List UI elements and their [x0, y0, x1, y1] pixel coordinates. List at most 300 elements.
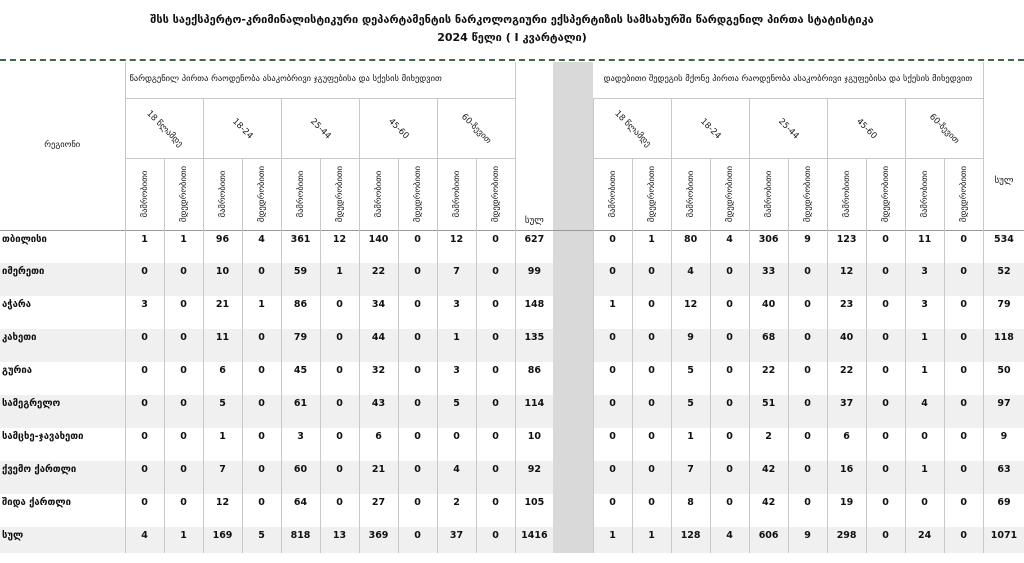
submitted-total-header-label: სულ	[524, 215, 544, 226]
positive-value-cell: 298	[827, 527, 866, 553]
positive-total-cell: 1071	[983, 527, 1024, 553]
submitted-age-label: 45-60	[385, 116, 411, 141]
positive-sex-header	[788, 158, 827, 230]
positive-value-cell: 0	[944, 527, 983, 553]
region-cell: სულ	[0, 527, 125, 553]
positive-value-cell: 0	[866, 461, 905, 494]
title-divider	[0, 59, 1024, 61]
submitted-sex-header	[164, 158, 203, 230]
positive-value-cell: 4	[710, 527, 749, 553]
positive-sex-label: მდედრობითი	[724, 165, 735, 223]
positive-age-label: 18 წლამდე	[611, 108, 653, 149]
submitted-value-cell: 0	[164, 296, 203, 329]
submitted-value-cell: 0	[320, 362, 359, 395]
submitted-age-header	[203, 98, 281, 158]
table-row	[0, 362, 1024, 395]
positive-value-cell: 0	[788, 362, 827, 395]
table-row	[0, 395, 1024, 428]
positive-value-cell: 19	[827, 494, 866, 527]
submitted-value-cell: 0	[398, 296, 437, 329]
table-row	[0, 527, 1024, 553]
positive-value-cell: 0	[593, 461, 632, 494]
submitted-sex-label: მდედრობითი	[178, 165, 189, 223]
positive-value-cell: 0	[866, 329, 905, 362]
submitted-value-cell: 0	[164, 461, 203, 494]
positive-value-cell: 8	[671, 494, 710, 527]
positive-sex-header	[905, 158, 944, 230]
column-separator	[553, 263, 593, 296]
submitted-age-header	[281, 98, 359, 158]
positive-age-header	[905, 98, 983, 158]
positive-value-cell: 0	[710, 329, 749, 362]
positive-total-cell: 52	[983, 263, 1024, 296]
submitted-value-cell: 27	[359, 494, 398, 527]
submitted-total-cell: 92	[515, 461, 553, 494]
positive-value-cell: 7	[671, 461, 710, 494]
submitted-total-cell: 99	[515, 263, 553, 296]
positive-value-cell: 0	[905, 494, 944, 527]
positive-value-cell: 0	[632, 296, 671, 329]
positive-sex-header	[749, 158, 788, 230]
submitted-value-cell: 169	[203, 527, 242, 553]
submitted-value-cell: 0	[242, 494, 281, 527]
positive-value-cell: 1	[632, 230, 671, 263]
submitted-value-cell: 0	[242, 329, 281, 362]
positive-value-cell: 0	[632, 362, 671, 395]
positive-value-cell: 68	[749, 329, 788, 362]
submitted-value-cell: 1	[203, 428, 242, 461]
region-cell: გურია	[2, 365, 32, 376]
positive-value-cell: 0	[866, 230, 905, 263]
positive-sex-header	[827, 158, 866, 230]
submitted-value-cell: 0	[242, 461, 281, 494]
positive-value-cell: 0	[632, 428, 671, 461]
positive-value-cell: 0	[905, 428, 944, 461]
submitted-age-label: 60-ზევით	[459, 111, 494, 146]
submitted-value-cell: 0	[125, 428, 164, 461]
positive-value-cell: 1	[905, 329, 944, 362]
positive-sex-label: მდედრობითი	[880, 165, 891, 223]
positive-sex-header	[866, 158, 905, 230]
submitted-value-cell: 1	[125, 230, 164, 263]
submitted-value-cell: 0	[164, 263, 203, 296]
positive-age-label: 45-60	[853, 116, 879, 141]
positive-sex-label: მამრობითი	[763, 170, 774, 218]
positive-total-cell: 118	[983, 329, 1024, 362]
submitted-value-cell: 818	[281, 527, 320, 553]
positive-value-cell: 5	[671, 362, 710, 395]
positive-value-cell: 0	[788, 461, 827, 494]
positive-total-cell: 534	[983, 230, 1024, 263]
submitted-sex-header	[437, 158, 476, 230]
positive-value-cell: 123	[827, 230, 866, 263]
submitted-value-cell: 0	[164, 362, 203, 395]
column-separator	[553, 296, 593, 329]
submitted-value-cell: 79	[281, 329, 320, 362]
positive-value-cell: 37	[827, 395, 866, 428]
positive-value-cell: 9	[788, 527, 827, 553]
positive-total-header-label: სულ	[994, 175, 1014, 186]
positive-value-cell: 40	[827, 329, 866, 362]
positive-value-cell: 0	[944, 395, 983, 428]
submitted-value-cell: 1	[164, 230, 203, 263]
submitted-value-cell: 0	[164, 395, 203, 428]
positive-value-cell: 0	[866, 296, 905, 329]
submitted-total-cell: 1416	[515, 527, 553, 553]
report-title: შსს საექსპერტო-კრიმინალისტიკური დეპარტამენტის ნარკოლოგიური ექსპერტიზის სამსახურში წარდგენილ პირთა სტატისტიკა	[150, 13, 874, 26]
submitted-value-cell: 140	[359, 230, 398, 263]
positive-total-cell: 63	[983, 461, 1024, 494]
submitted-value-cell: 0	[398, 395, 437, 428]
submitted-value-cell: 0	[476, 527, 515, 553]
positive-value-cell: 0	[710, 461, 749, 494]
submitted-value-cell: 5	[242, 527, 281, 553]
column-separator	[553, 62, 593, 230]
submitted-value-cell: 0	[398, 329, 437, 362]
submitted-value-cell: 0	[476, 461, 515, 494]
submitted-value-cell: 0	[398, 494, 437, 527]
region-column-header: რეგიონი	[44, 140, 81, 151]
table-row	[0, 263, 1024, 296]
positive-value-cell: 6	[827, 428, 866, 461]
submitted-value-cell: 37	[437, 527, 476, 553]
positive-sex-header	[671, 158, 710, 230]
submitted-value-cell: 13	[320, 527, 359, 553]
table-row	[0, 296, 1024, 329]
positive-sex-header	[632, 158, 671, 230]
submitted-value-cell: 12	[320, 230, 359, 263]
positive-value-cell: 606	[749, 527, 788, 553]
positive-value-cell: 0	[788, 329, 827, 362]
positive-value-cell: 0	[944, 362, 983, 395]
region-cell: ქვემო ქართლი	[0, 461, 125, 494]
positive-value-cell: 0	[944, 263, 983, 296]
positive-value-cell: 0	[632, 461, 671, 494]
positive-age-header	[671, 98, 749, 158]
positive-value-cell: 4	[905, 395, 944, 428]
positive-value-cell: 24	[905, 527, 944, 553]
submitted-value-cell: 0	[398, 527, 437, 553]
submitted-value-cell: 0	[242, 395, 281, 428]
submitted-sex-header	[359, 158, 398, 230]
column-separator	[553, 527, 593, 553]
positive-value-cell: 0	[866, 362, 905, 395]
submitted-sex-label: მამრობითი	[373, 170, 384, 218]
positive-value-cell: 0	[710, 263, 749, 296]
statistics-table	[0, 62, 1024, 553]
positive-value-cell: 12	[827, 263, 866, 296]
positive-sex-header	[710, 158, 749, 230]
region-cell: თბილისი	[2, 233, 47, 245]
submitted-value-cell: 0	[398, 263, 437, 296]
positive-value-cell: 2	[749, 428, 788, 461]
submitted-value-cell: 7	[203, 461, 242, 494]
positive-value-cell: 0	[944, 461, 983, 494]
positive-total-cell: 79	[983, 296, 1024, 329]
submitted-value-cell: 0	[476, 395, 515, 428]
submitted-value-cell: 0	[476, 494, 515, 527]
positive-value-cell: 1	[671, 428, 710, 461]
positive-value-cell: 0	[632, 494, 671, 527]
positive-total-cell: 50	[983, 362, 1024, 395]
submitted-sex-header	[203, 158, 242, 230]
submitted-total-header	[515, 62, 553, 230]
submitted-value-cell: 0	[398, 230, 437, 263]
region-cell: შიდა ქართლი	[2, 497, 71, 508]
positive-value-cell: 4	[671, 263, 710, 296]
positive-value-cell: 1	[905, 461, 944, 494]
positive-value-cell: 1	[593, 296, 632, 329]
positive-value-cell: 0	[593, 230, 632, 263]
table-row	[0, 428, 1024, 461]
submitted-value-cell: 43	[359, 395, 398, 428]
positive-value-cell: 0	[788, 494, 827, 527]
submitted-value-cell: 21	[203, 296, 242, 329]
submitted-sex-header	[281, 158, 320, 230]
region-cell: სამეგრელო	[0, 395, 125, 428]
positive-value-cell: 22	[827, 362, 866, 395]
positive-age-header	[827, 98, 905, 158]
submitted-value-cell: 0	[320, 428, 359, 461]
submitted-age-label: 25-44	[307, 116, 333, 141]
positive-sex-label: მდედრობითი	[646, 165, 657, 223]
submitted-value-cell: 0	[320, 461, 359, 494]
positive-value-cell: 0	[866, 263, 905, 296]
submitted-value-cell: 12	[203, 494, 242, 527]
positive-value-cell: 1	[593, 527, 632, 553]
positive-value-cell: 42	[749, 494, 788, 527]
positive-age-label: 60-ზევით	[927, 111, 962, 146]
submitted-sex-label: მდედრობითი	[490, 165, 501, 223]
submitted-value-cell: 0	[476, 230, 515, 263]
positive-sex-header	[944, 158, 983, 230]
positive-value-cell: 0	[632, 263, 671, 296]
submitted-value-cell: 0	[398, 428, 437, 461]
submitted-value-cell: 44	[359, 329, 398, 362]
submitted-value-cell: 1	[320, 263, 359, 296]
submitted-value-cell: 5	[437, 395, 476, 428]
submitted-total-cell: 148	[515, 296, 553, 329]
submitted-value-cell: 34	[359, 296, 398, 329]
positive-value-cell: 9	[788, 230, 827, 263]
positive-sex-label: მამრობითი	[919, 170, 930, 218]
positive-sex-label: მამრობითი	[607, 170, 618, 218]
submitted-value-cell: 1	[437, 329, 476, 362]
positive-value-cell: 22	[749, 362, 788, 395]
positive-value-cell: 0	[944, 329, 983, 362]
positive-value-cell: 3	[905, 263, 944, 296]
positive-age-header	[593, 98, 671, 158]
positive-value-cell: 16	[827, 461, 866, 494]
submitted-value-cell: 0	[125, 395, 164, 428]
positive-group-header: დადებითი შედეგის მქონე პირთა რაოდენობა ასაკობრივი ჯგუფებისა და სქესის მიხედვით	[603, 74, 973, 85]
submitted-value-cell: 0	[437, 428, 476, 461]
submitted-value-cell: 0	[164, 329, 203, 362]
submitted-value-cell: 4	[437, 461, 476, 494]
submitted-sex-header	[125, 158, 164, 230]
submitted-value-cell: 0	[125, 329, 164, 362]
submitted-value-cell: 0	[164, 494, 203, 527]
submitted-age-header	[125, 98, 203, 158]
submitted-value-cell: 2	[437, 494, 476, 527]
positive-total-cell: 69	[983, 494, 1024, 527]
submitted-total-cell: 135	[515, 329, 553, 362]
submitted-total-cell: 105	[515, 494, 553, 527]
submitted-sex-header	[398, 158, 437, 230]
submitted-value-cell: 0	[398, 362, 437, 395]
submitted-age-header	[437, 98, 515, 158]
positive-value-cell: 0	[632, 329, 671, 362]
column-separator	[553, 494, 593, 527]
submitted-value-cell: 11	[203, 329, 242, 362]
positive-value-cell: 0	[710, 296, 749, 329]
positive-total-cell: 97	[983, 395, 1024, 428]
positive-value-cell: 0	[710, 395, 749, 428]
positive-value-cell: 12	[671, 296, 710, 329]
positive-value-cell: 0	[593, 395, 632, 428]
table-row	[0, 329, 1024, 362]
submitted-value-cell: 21	[359, 461, 398, 494]
submitted-value-cell: 6	[203, 362, 242, 395]
column-separator	[553, 395, 593, 428]
submitted-sex-header	[242, 158, 281, 230]
positive-value-cell: 3	[905, 296, 944, 329]
region-cell: კახეთი	[0, 329, 125, 362]
positive-sex-label: მდედრობითი	[958, 165, 969, 223]
submitted-sex-label: მდედრობითი	[412, 165, 423, 223]
submitted-value-cell: 369	[359, 527, 398, 553]
positive-value-cell: 51	[749, 395, 788, 428]
submitted-value-cell: 0	[320, 296, 359, 329]
positive-value-cell: 0	[593, 428, 632, 461]
positive-value-cell: 0	[866, 527, 905, 553]
positive-age-label: 18-24	[697, 116, 723, 141]
column-separator	[553, 230, 593, 263]
submitted-sex-label: მდედრობითი	[334, 165, 345, 223]
region-cell: აჭარა	[2, 299, 31, 310]
submitted-value-cell: 0	[125, 362, 164, 395]
submitted-value-cell: 22	[359, 263, 398, 296]
table-row	[0, 494, 1024, 527]
submitted-value-cell: 5	[203, 395, 242, 428]
positive-value-cell: 9	[671, 329, 710, 362]
table-row	[0, 461, 1024, 494]
positive-value-cell: 42	[749, 461, 788, 494]
submitted-value-cell: 361	[281, 230, 320, 263]
submitted-age-header	[359, 98, 437, 158]
positive-value-cell: 1	[905, 362, 944, 395]
positive-value-cell: 0	[788, 395, 827, 428]
report-subtitle: 2024 წელი ( I კვარტალი)	[437, 31, 587, 44]
table-row	[0, 230, 1024, 263]
positive-value-cell: 0	[710, 494, 749, 527]
submitted-value-cell: 0	[476, 428, 515, 461]
submitted-value-cell: 64	[281, 494, 320, 527]
submitted-value-cell: 45	[281, 362, 320, 395]
positive-value-cell: 0	[788, 428, 827, 461]
submitted-value-cell: 0	[320, 395, 359, 428]
submitted-value-cell: 0	[320, 494, 359, 527]
submitted-sex-header	[476, 158, 515, 230]
submitted-value-cell: 0	[320, 329, 359, 362]
positive-sex-label: მდედრობითი	[802, 165, 813, 223]
submitted-value-cell: 0	[242, 362, 281, 395]
column-separator	[553, 428, 593, 461]
submitted-sex-label: მამრობითი	[139, 170, 150, 218]
positive-value-cell: 0	[944, 428, 983, 461]
submitted-value-cell: 12	[437, 230, 476, 263]
positive-value-cell: 0	[593, 263, 632, 296]
submitted-value-cell: 59	[281, 263, 320, 296]
submitted-group-header: წარდგენილ პირთა რაოდენობა ასაკობრივი ჯგუფებისა და სქესის მიხედვით	[125, 62, 515, 98]
submitted-sex-label: მამრობითი	[295, 170, 306, 218]
positive-value-cell: 0	[866, 428, 905, 461]
positive-value-cell: 4	[710, 230, 749, 263]
positive-value-cell: 11	[905, 230, 944, 263]
submitted-value-cell: 1	[164, 527, 203, 553]
positive-age-label: 25-44	[775, 116, 801, 141]
column-separator	[553, 329, 593, 362]
positive-age-header	[749, 98, 827, 158]
positive-value-cell: 33	[749, 263, 788, 296]
positive-value-cell: 0	[944, 494, 983, 527]
submitted-total-cell: 627	[515, 230, 553, 263]
positive-value-cell: 0	[710, 362, 749, 395]
positive-value-cell: 0	[632, 395, 671, 428]
positive-value-cell: 80	[671, 230, 710, 263]
submitted-value-cell: 0	[398, 461, 437, 494]
positive-value-cell: 128	[671, 527, 710, 553]
submitted-value-cell: 0	[164, 428, 203, 461]
submitted-value-cell: 96	[203, 230, 242, 263]
submitted-value-cell: 86	[281, 296, 320, 329]
submitted-value-cell: 0	[125, 461, 164, 494]
submitted-value-cell: 6	[359, 428, 398, 461]
submitted-age-label: 18-24	[229, 116, 255, 141]
positive-value-cell: 0	[866, 395, 905, 428]
positive-value-cell: 40	[749, 296, 788, 329]
submitted-sex-label: მამრობითი	[217, 170, 228, 218]
submitted-value-cell: 3	[281, 428, 320, 461]
positive-value-cell: 23	[827, 296, 866, 329]
submitted-total-cell: 10	[515, 428, 553, 461]
region-cell: იმერეთი	[0, 263, 125, 296]
submitted-sex-header	[320, 158, 359, 230]
positive-value-cell: 0	[788, 296, 827, 329]
submitted-sex-label: მამრობითი	[451, 170, 462, 218]
positive-value-cell: 306	[749, 230, 788, 263]
positive-sex-label: მამრობითი	[685, 170, 696, 218]
submitted-value-cell: 1	[242, 296, 281, 329]
positive-total-header	[983, 62, 1024, 230]
submitted-value-cell: 0	[125, 494, 164, 527]
submitted-value-cell: 0	[125, 263, 164, 296]
submitted-value-cell: 32	[359, 362, 398, 395]
positive-value-cell: 0	[710, 428, 749, 461]
positive-sex-header	[593, 158, 632, 230]
submitted-value-cell: 0	[476, 362, 515, 395]
submitted-value-cell: 0	[476, 329, 515, 362]
region-cell: სამცხე-ჯავახეთი	[2, 431, 84, 442]
submitted-value-cell: 61	[281, 395, 320, 428]
column-separator	[553, 461, 593, 494]
submitted-value-cell: 0	[242, 263, 281, 296]
submitted-value-cell: 0	[476, 263, 515, 296]
positive-total-cell: 9	[983, 428, 1024, 461]
positive-value-cell: 0	[788, 263, 827, 296]
submitted-value-cell: 4	[242, 230, 281, 263]
submitted-value-cell: 60	[281, 461, 320, 494]
